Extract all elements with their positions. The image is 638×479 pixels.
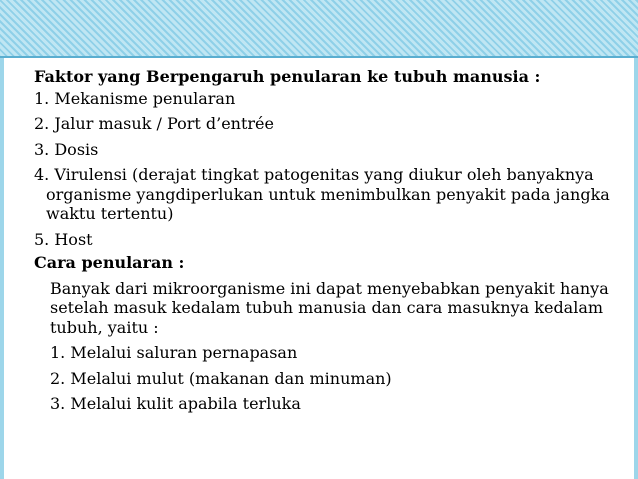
right-border [634, 58, 638, 479]
subheading: Cara penularan : [34, 253, 185, 272]
slide-heading: Faktor yang Berpengaruh penularan ke tubuh manusia : [34, 67, 541, 86]
left-border [0, 58, 4, 479]
slide-content [34, 58, 614, 414]
factor-item: 3. Dosis [34, 139, 99, 159]
way-item: 1. Melalui saluran pernapasan [50, 343, 298, 362]
header-banner [0, 0, 638, 58]
factor-item: 2. Jalur masuk / Port d’entrée [34, 114, 274, 133]
factor-item: 4. Virulensi (derajat tingkat patogenitas yang diukur oleh banyaknya organisme yangdiperlukan untuk menimbulkan penyakit pada jangka waktu tertentu) [34, 165, 610, 223]
factor-item: 5. Host [34, 229, 93, 249]
way-item: 2. Melalui mulut (makanan dan minuman) [50, 368, 392, 388]
factor-item: 1. Mekanisme penularan [34, 88, 236, 108]
way-item: 3. Melalui kulit apabila terluka [50, 394, 301, 413]
description-paragraph: Banyak dari mikroorganisme ini dapat menyebabkan penyakit hanya setelah masuk kedalam tubuh manusia dan cara masuknya kedalam tubuh, yaitu : [50, 278, 609, 337]
